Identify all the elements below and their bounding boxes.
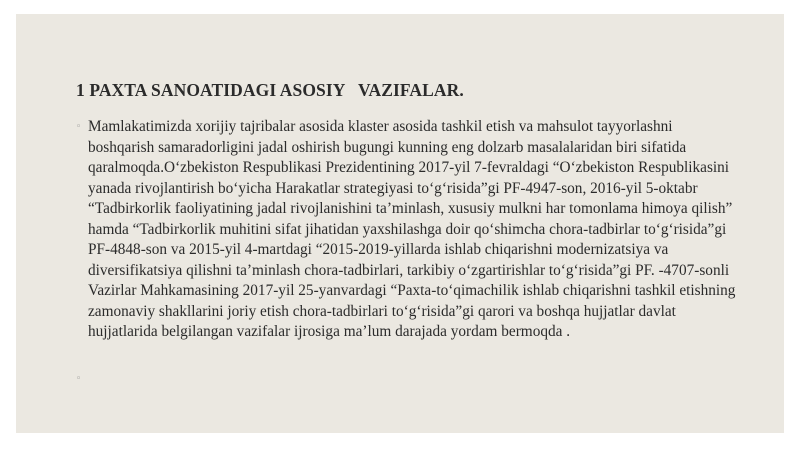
bullet-text: Mamlakatimizda xorijiy tajribalar asosida klaster asosida tashkil etish va mahsulot tayyorlashni boshqarish samaradorligini jadal oshirish bugungi kunning eng dolzarb masalalaridan biri sifatida qaralmoqda.O‘zbekiston Respublikasi Prezidentining 2017-yil 7-fevraldagi “O‘zbekiston Respublikasini yanada rivojlantirish bo‘yicha Harakatlar strategiyasi to‘g‘risida”gi PF-4947-son, 2016-yil 5-oktabr “Tadbirkorlik faoliyatining jadal rivojlanishini ta’minlash, xususiy mulkni har tomonlama himoya qilish” hamda “Tadbirkorlik muhitini sifat jihatidan yaxshilashga doir qo‘shimcha chora-tadbirlar to‘g‘risida”gi PF-4848-son va 2015-yil 4-martdagi “2015-2019-yillarda ishlab chiqarishni modernizatsiya va diversifikatsiya qilishni ta’minlash chora-tadbirlari, tarkibiy o‘zgartirishlar to‘g‘risida”gi PF. -4707-sonli Vazirlar Mahkamasining 2017-yil 25-yanvardagi “Paxta-to‘qimachilik ishlab chiqarishni tashkil etishning zamonaviy shakllarini joriy etish chora-tadbirlari to‘g‘risida”gi qarori va boshqa hujjatlar davlat hujjatlarida belgilangan vazifalar ijrosiga ma’lum darajada yordam bermoqda .	[88, 118, 736, 340]
bullet-marker-icon: ◦	[76, 122, 82, 132]
bullet-marker-icon: ◦	[76, 374, 82, 384]
slide	[16, 14, 784, 433]
bullet-item	[76, 117, 736, 343]
slide-title: 1 PAXTA SANOATIDAGI ASOSIY VAZIFALAR.	[76, 80, 464, 100]
bullet-item-empty	[76, 369, 736, 390]
